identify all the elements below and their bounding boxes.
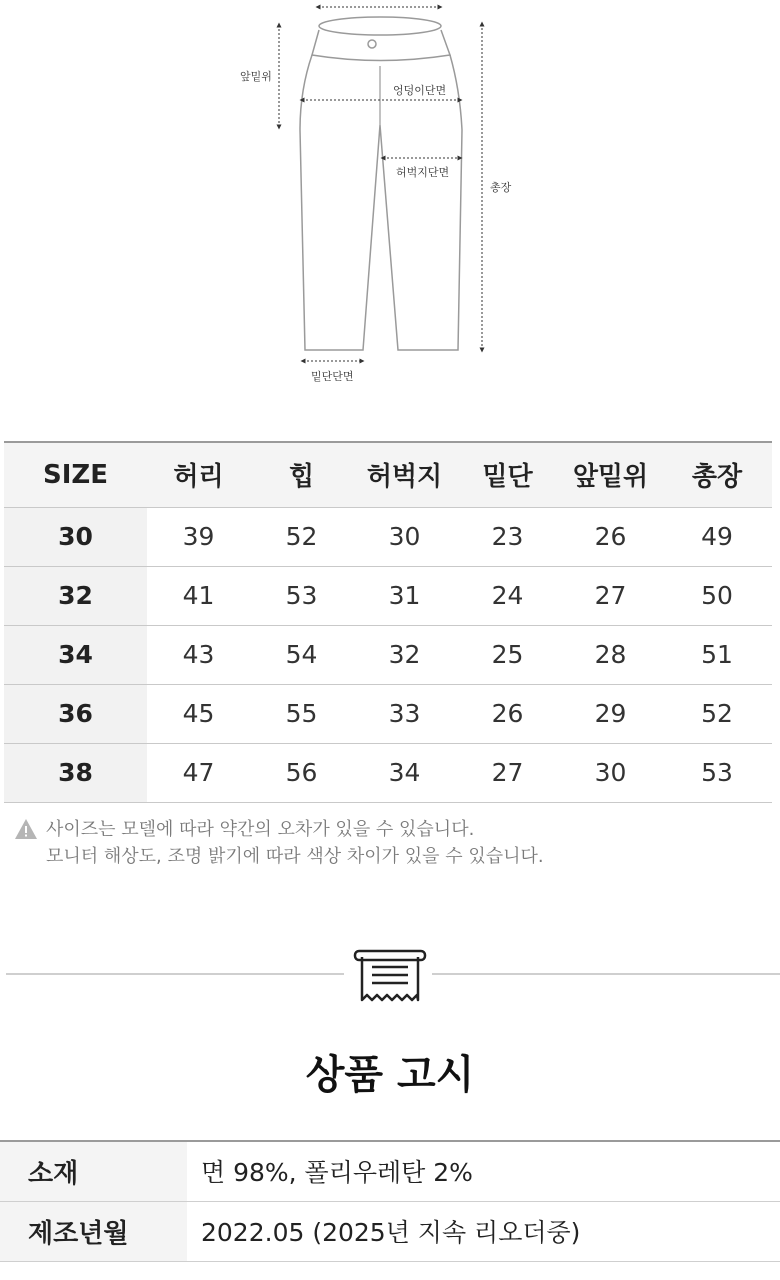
table-cell: 49: [701, 522, 733, 551]
table-row: [4, 684, 772, 743]
table-cell: 25: [491, 640, 524, 669]
info-value: 면 98%, 폴리우레탄 2%: [201, 1158, 473, 1188]
table-cell: 23: [491, 522, 524, 551]
info-label: 제조년월: [0, 1201, 187, 1261]
notice-line: 사이즈는 모델에 따라 약간의 오차가 있을 수 있습니다.: [46, 819, 475, 840]
table-cell: 53: [285, 581, 318, 610]
section-divider-right: [432, 973, 780, 975]
table-cell: 41: [182, 581, 215, 610]
table-row: [4, 625, 772, 684]
receipt-icon: [352, 946, 428, 1006]
pants-outline-illustration: [0, 0, 780, 400]
table-cell: 54: [285, 640, 318, 669]
table-cell: 51: [701, 640, 733, 669]
header-hip: 힙: [288, 462, 315, 493]
info-label: 소재: [0, 1141, 187, 1201]
size-cell: 30: [4, 507, 147, 566]
header-waist: 허리: [173, 462, 224, 493]
table-cell: 26: [491, 699, 524, 728]
header-size: SIZE: [42, 459, 108, 490]
table-cell: 33: [388, 699, 421, 728]
size-cell: 38: [4, 743, 147, 802]
label-hip: 엉덩이단면: [393, 84, 447, 97]
table-cell: 27: [491, 758, 524, 787]
table-cell: 24: [491, 581, 524, 610]
table-cell: 52: [701, 699, 733, 728]
label-front-rise: 앞밑위: [240, 70, 272, 83]
info-row: [0, 1141, 780, 1201]
info-value: 2022.05 (2025년 지속 리오더중): [201, 1218, 581, 1247]
size-cell: 36: [4, 684, 147, 743]
size-cell: 32: [4, 566, 147, 625]
table-cell: 27: [594, 581, 627, 610]
table-cell: 43: [182, 640, 215, 669]
table-cell: 31: [388, 581, 421, 610]
pants-measurement-diagram: [0, 0, 780, 400]
table-cell: 50: [701, 581, 733, 610]
table-cell: 55: [285, 699, 318, 728]
size-cell: 34: [4, 625, 147, 684]
table-cell: 56: [285, 758, 318, 787]
table-cell: 53: [701, 758, 733, 787]
section-divider-left: [6, 973, 344, 975]
table-cell: 45: [182, 699, 215, 728]
table-row: [4, 743, 772, 802]
label-hem: 밑단단면: [311, 370, 354, 383]
table-cell: 52: [285, 522, 318, 551]
label-thigh: 허벅지단면: [396, 166, 450, 179]
warning-icon: [14, 818, 38, 840]
header-total-length: 총장: [691, 462, 743, 493]
table-row: [4, 507, 772, 566]
table-cell: 30: [594, 758, 627, 787]
section-title: 상품 고시: [305, 1052, 475, 1098]
table-cell: 26: [594, 522, 627, 551]
header-thigh: 허벅지: [366, 462, 443, 493]
table-cell: 30: [388, 522, 421, 551]
table-cell: 47: [182, 758, 215, 787]
header-hem: 밑단: [482, 462, 533, 493]
notice-line: 모니터 해상도, 조명 밝기에 따라 색상 차이가 있을 수 있습니다.: [46, 846, 544, 867]
size-table-header-row: [4, 442, 772, 507]
table-cell: 28: [594, 640, 627, 669]
size-notice: [14, 816, 774, 870]
table-cell: 29: [594, 699, 627, 728]
table-row: [4, 566, 772, 625]
table-cell: 34: [388, 758, 421, 787]
label-total-length: 총장: [490, 181, 512, 194]
table-cell: 32: [388, 640, 421, 669]
size-table: [4, 441, 772, 803]
header-front-rise: 앞밑위: [572, 462, 649, 493]
product-info-table: [0, 1140, 780, 1262]
info-row: [0, 1201, 780, 1261]
table-cell: 39: [182, 522, 215, 551]
